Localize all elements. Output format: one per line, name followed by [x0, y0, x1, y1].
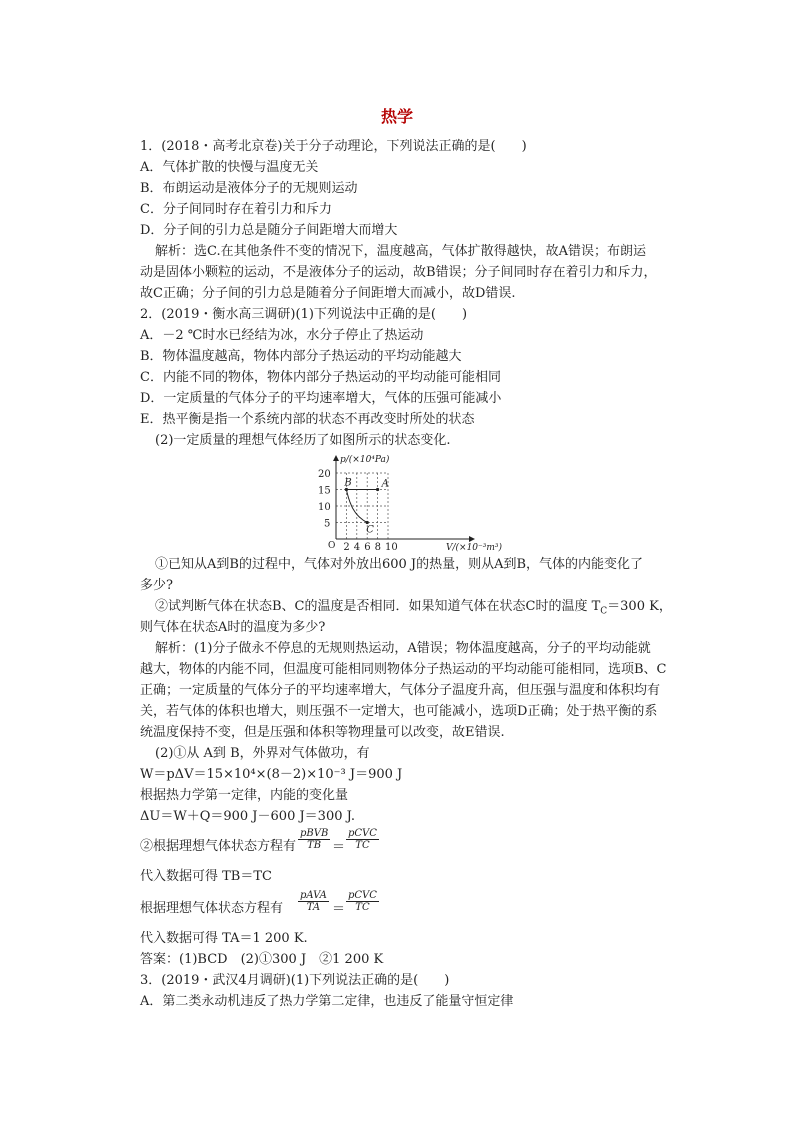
- q2-solution-line: 解析：(1)分子做永不停息的无规则热运动，A错误；物体温度越高，分子的平均动能就: [155, 641, 651, 656]
- q2-solution-line: 代入数据可得 TB＝TC: [140, 869, 272, 884]
- q1-option-b: B．布朗运动是液体分子的无规则运动: [140, 181, 358, 196]
- q2-solution-line: 代入数据可得 TA＝1 200 K.: [140, 931, 308, 946]
- page-title: 热学: [380, 107, 413, 126]
- origin-label: O: [328, 541, 336, 551]
- energy-equation: ΔU＝W＋Q＝900 J－600 J＝300 J.: [140, 809, 355, 824]
- state-label-a: A: [381, 478, 389, 490]
- fraction-b: pBVB TB: [300, 828, 329, 851]
- q1-solution-line: 故C正确；分子间的引力总是随着分子间距增大而减小，故D错误.: [140, 286, 516, 301]
- q2-item-2-cont: 则气体在状态A时的温度为多少?: [140, 620, 326, 635]
- answer-line: 答案：(1)BCD (2)①300 J ②1 200 K: [140, 952, 384, 967]
- q2-option-e: E．热平衡是指一个系统内部的状态不再改变时所处的状态: [140, 412, 475, 427]
- q1-solution-line: 解析：选C.在其他条件不变的情况下，温度越高，气体扩散得越快，故A错误；布朗运: [155, 244, 647, 259]
- pv-chart: [306, 452, 503, 555]
- fraction-a: pAVA TA: [300, 890, 327, 913]
- question-1: 1．(2018・高考北京卷)关于分子动理论，下列说法正确的是( ): [140, 139, 527, 154]
- q2-solution-line: 关，若气体的体积也增大，则压强不一定增大，也可能减小，选项D正确；处于热平衡的系: [140, 704, 658, 719]
- q2-item-1-cont: 多少?: [140, 578, 173, 593]
- state-label-c: C: [366, 524, 374, 536]
- y-tick-label: 5: [324, 518, 331, 530]
- x-tick-label: 8: [374, 542, 381, 553]
- x-axis-label: V/(×10⁻³m³): [446, 543, 503, 553]
- equals-sign: ＝: [332, 840, 346, 855]
- q2-solution-line: (2)①从 A到 B，外界对气体做功，有: [155, 746, 370, 761]
- state-label-b: B: [344, 477, 352, 489]
- state-point-a: [376, 488, 379, 491]
- question-2: 2．(2019・衡水高三调研)(1)下列说法中正确的是( ): [140, 307, 468, 322]
- q2-option-c: C．内能不同的物体，物体内部分子热运动的平均动能可能相同: [140, 370, 501, 385]
- x-tick-label: 2: [343, 542, 350, 553]
- q2-item-2: ②试判断气体在状态B、C的温度是否相同．如果知道气体在状态C时的温度 $T_C=300$ K，: [155, 599, 672, 617]
- q1-solution-line: 动是固体小颗粒的运动，不是液体分子的运动，故B错误；分子间同时存在着引力和斥力，: [140, 265, 657, 280]
- y-tick-label: 15: [318, 485, 331, 497]
- y-tick-label: 10: [318, 502, 331, 513]
- q3-option-a: A．第二类永动机违反了热力学第二定律，也违反了能量守恒定律: [140, 994, 514, 1009]
- fraction-c: pCVC TC: [348, 828, 377, 851]
- q2-solution-line: 统温度保持不变，但是压强和体积等物理量可以改变，故E错误.: [140, 725, 505, 740]
- question-3: 3．(2019・武汉4月调研)(1)下列说法正确的是( ): [140, 973, 450, 988]
- fraction-c: pCVC TC: [348, 890, 377, 913]
- q2-solution-line: 根据理想气体状态方程有: [140, 901, 284, 916]
- q2-solution-line: 正确；一定质量的气体分子的平均速率增大，气体分子温度升高，但压强与温度和体积均有: [140, 683, 661, 698]
- q1-option-d: D．分子间的引力总是随分子间距增大而增大: [140, 223, 398, 238]
- q2-option-a: A．－2 ℃时水已经结为冰，水分子停止了热运动: [140, 328, 424, 343]
- q2-part-2: (2)一定质量的理想气体经历了如图所示的状态变化.: [155, 433, 451, 448]
- q1-option-a: A．气体扩散的快慢与温度无关: [140, 160, 319, 175]
- q2-item-1: ①已知从A到B的过程中，气体对外放出600 J的热量，则从A到B，气体的内能变化了: [155, 557, 644, 572]
- q1-option-c: C．分子间同时存在着引力和斥力: [140, 202, 332, 217]
- q2-solution-line: 越大，物体的内能不同，但温度可能相同则物体分子热运动的平均动能可能相同，选项B、C: [140, 662, 667, 677]
- x-tick-label: 4: [353, 542, 361, 553]
- q2-option-d: D．一定质量的气体分子的平均速率增大，气体的压强可能减小: [140, 391, 502, 406]
- x-tick-label: 10: [385, 542, 398, 553]
- q2-option-b: B．物体温度越高，物体内部分子热运动的平均动能越大: [140, 349, 462, 364]
- work-equation: W＝pΔV＝15×10⁴×(8－2)×10⁻³ J＝900 J: [140, 767, 403, 782]
- equals-sign: ＝: [332, 902, 346, 917]
- y-axis-label: p/(×10⁴Pa): [340, 455, 390, 465]
- x-tick-label: 6: [364, 542, 371, 553]
- q2-solution-line: ②根据理想气体状态方程有: [140, 839, 297, 854]
- y-tick-label: 20: [318, 469, 331, 480]
- q2-solution-line: 根据热力学第一定律，内能的变化量: [140, 788, 349, 803]
